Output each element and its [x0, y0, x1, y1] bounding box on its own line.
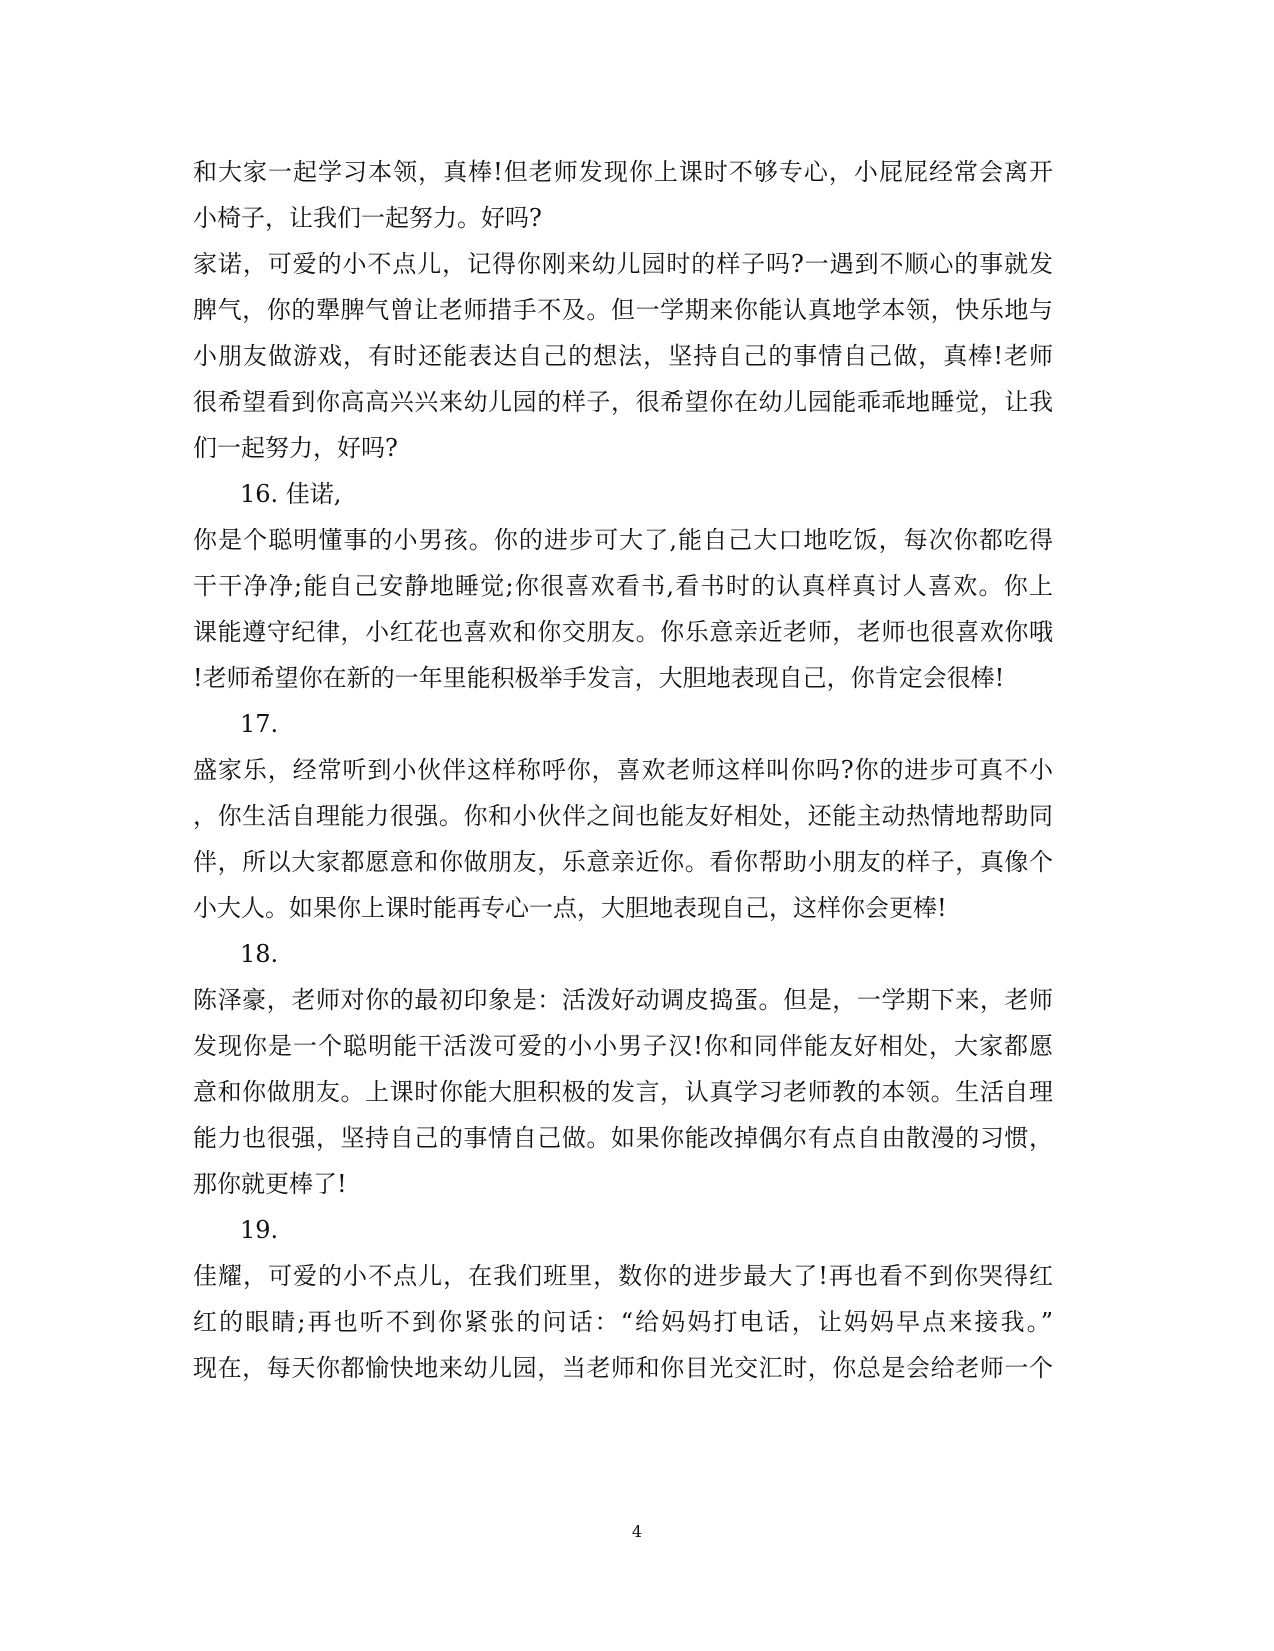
text-line: 小朋友做游戏，有时还能表达自己的想法，坚持自己的事情自己做，真棒!老师 [193, 342, 1053, 370]
section-number: 16. 佳诺, [240, 480, 342, 508]
section-number: 17. [240, 710, 279, 738]
text-line: 能力也很强，坚持自己的事情自己做。如果你能改掉偶尔有点自由散漫的习惯， [193, 1124, 1053, 1152]
section-number: 19. [240, 1216, 279, 1244]
text-line: 意和你做朋友。上课时你能大胆积极的发言，认真学习老师教的本领。生活自理 [193, 1078, 1053, 1106]
text-line: 脾气，你的犟脾气曾让老师措手不及。但一学期来你能认真地学本领，快乐地与 [193, 296, 1053, 324]
text-line: 课能遵守纪律，小红花也喜欢和你交朋友。你乐意亲近老师，老师也很喜欢你哦 [193, 618, 1053, 646]
text-line: 盛家乐，经常听到小伙伴这样称呼你，喜欢老师这样叫你吗?你的进步可真不小 [193, 756, 1053, 784]
text-line: 陈泽豪，老师对你的最初印象是：活泼好动调皮捣蛋。但是，一学期下来，老师 [193, 986, 1053, 1014]
text-line: 你是个聪明懂事的小男孩。你的进步可大了,能自己大口地吃饭，每次你都吃得 [193, 526, 1053, 554]
text-line: 很希望看到你高高兴兴来幼儿园的样子，很希望你在幼儿园能乖乖地睡觉，让我 [193, 388, 1053, 416]
text-line: ，你生活自理能力很强。你和小伙伴之间也能友好相处，还能主动热情地帮助同 [193, 802, 1053, 830]
text-line: 红的眼睛;再也听不到你紧张的问话：“给妈妈打电话，让妈妈早点来接我。” [193, 1308, 1053, 1336]
text-line: 伴，所以大家都愿意和你做朋友，乐意亲近你。看你帮助小朋友的样子，真像个 [193, 848, 1053, 876]
page-number: 4 [631, 1522, 643, 1541]
text-line: 干干净净;能自己安静地睡觉;你很喜欢看书,看书时的认真样真讨人喜欢。你上 [193, 572, 1053, 600]
text-line: 发现你是一个聪明能干活泼可爱的小小男子汉!你和同伴能友好相处，大家都愿 [193, 1032, 1053, 1060]
text-line: !老师希望你在新的一年里能积极举手发言，大胆地表现自己，你肯定会很棒! [193, 664, 1005, 692]
text-line: 们一起努力，好吗? [193, 434, 398, 462]
text-line: 家诺，可爱的小不点儿，记得你刚来幼儿园时的样子吗?一遇到不顺心的事就发 [193, 250, 1053, 278]
text-line: 小大人。如果你上课时能再专心一点，大胆地表现自己，这样你会更棒! [193, 894, 947, 922]
text-line: 小椅子，让我们一起努力。好吗? [193, 204, 542, 232]
section-number: 18. [240, 940, 279, 968]
text-line: 佳耀，可爱的小不点儿，在我们班里，数你的进步最大了!再也看不到你哭得红 [193, 1262, 1053, 1290]
text-line: 和大家一起学习本领，真棒!但老师发现你上课时不够专心，小屁屁经常会离开 [193, 158, 1053, 186]
text-line: 现在，每天你都愉快地来幼儿园，当老师和你目光交汇时，你总是会给老师一个 [193, 1354, 1053, 1382]
text-line: 那你就更棒了! [193, 1170, 347, 1198]
